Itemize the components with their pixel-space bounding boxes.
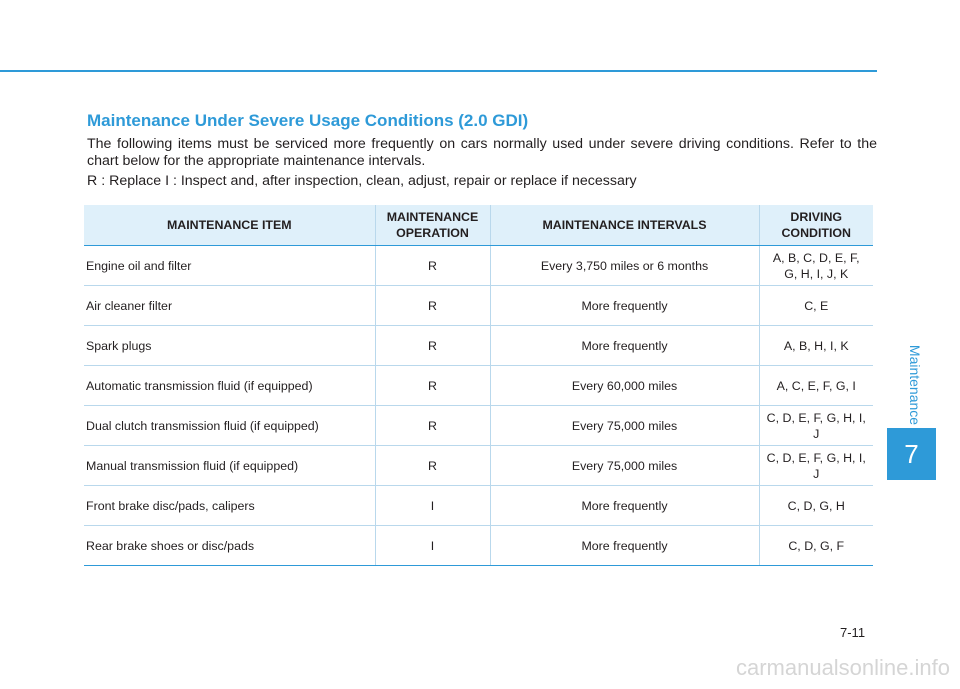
cell-interval: Every 3,750 miles or 6 months [490, 246, 759, 286]
cell-condition: A, C, E, F, G, I [759, 366, 873, 406]
table-row [84, 326, 873, 366]
table-row [84, 406, 873, 446]
cell-condition: C, D, G, F [759, 526, 873, 566]
cell-operation: R [375, 406, 490, 446]
header-maintenance-item: MAINTENANCE ITEM [84, 205, 375, 246]
cell-item: Rear brake shoes or disc/pads [84, 526, 375, 566]
header-maintenance-intervals: MAINTENANCE INTERVALS [490, 205, 759, 246]
cell-item: Front brake disc/pads, calipers [84, 486, 375, 526]
cell-item: Air cleaner filter [84, 286, 375, 326]
table-header-row [84, 205, 873, 246]
side-tab-text: Maintenance [907, 344, 924, 426]
cell-interval: Every 75,000 miles [490, 406, 759, 446]
top-rule [0, 70, 877, 72]
cell-condition: A, B, H, I, K [759, 326, 873, 366]
cell-condition: C, D, E, F, G, H, I, J [759, 406, 873, 446]
section-title: Maintenance Under Severe Usage Conditions (2.0 GDI) [87, 111, 529, 130]
cell-interval: More frequently [490, 286, 759, 326]
watermark-text: carmanualsonline.info [735, 655, 950, 680]
cell-operation: I [375, 486, 490, 526]
side-tab-label [894, 340, 936, 430]
table-row [84, 366, 873, 406]
page-number: 7-11 [840, 625, 866, 640]
cell-interval: Every 75,000 miles [490, 446, 759, 486]
legend-text: R : Replace I : Inspect and, after inspection, clean, adjust, repair or replace if necessary [87, 173, 637, 189]
maintenance-table [84, 205, 873, 566]
cell-condition: C, E [759, 286, 873, 326]
table-row [84, 286, 873, 326]
chapter-number-box: 7 [887, 428, 936, 480]
header-maintenance-operation: MAINTENANCE OPERATION [375, 205, 490, 246]
intro-paragraph: The following items must be serviced more frequently on cars normally used under severe driving conditions. Refer to the chart below for the appropriate maintenance intervals. [87, 136, 877, 169]
cell-operation: R [375, 366, 490, 406]
cell-operation: R [375, 246, 490, 286]
cell-operation: I [375, 526, 490, 566]
cell-condition: C, D, G, H [759, 486, 873, 526]
cell-condition: A, B, C, D, E, F, G, H, I, J, K [759, 246, 873, 286]
cell-condition: C, D, E, F, G, H, I, J [759, 446, 873, 486]
cell-operation: R [375, 326, 490, 366]
cell-interval: More frequently [490, 526, 759, 566]
header-driving-condition: DRIVING CONDITION [759, 205, 873, 246]
table-row [84, 446, 873, 486]
cell-operation: R [375, 446, 490, 486]
table-row [84, 246, 873, 286]
table-row [84, 486, 873, 526]
cell-item: Dual clutch transmission fluid (if equipped) [84, 406, 375, 446]
cell-interval: Every 60,000 miles [490, 366, 759, 406]
cell-interval: More frequently [490, 326, 759, 366]
cell-item: Engine oil and filter [84, 246, 375, 286]
cell-item: Manual transmission fluid (if equipped) [84, 446, 375, 486]
cell-item: Spark plugs [84, 326, 375, 366]
cell-interval: More frequently [490, 486, 759, 526]
cell-operation: R [375, 286, 490, 326]
cell-item: Automatic transmission fluid (if equipped) [84, 366, 375, 406]
table-row [84, 526, 873, 566]
